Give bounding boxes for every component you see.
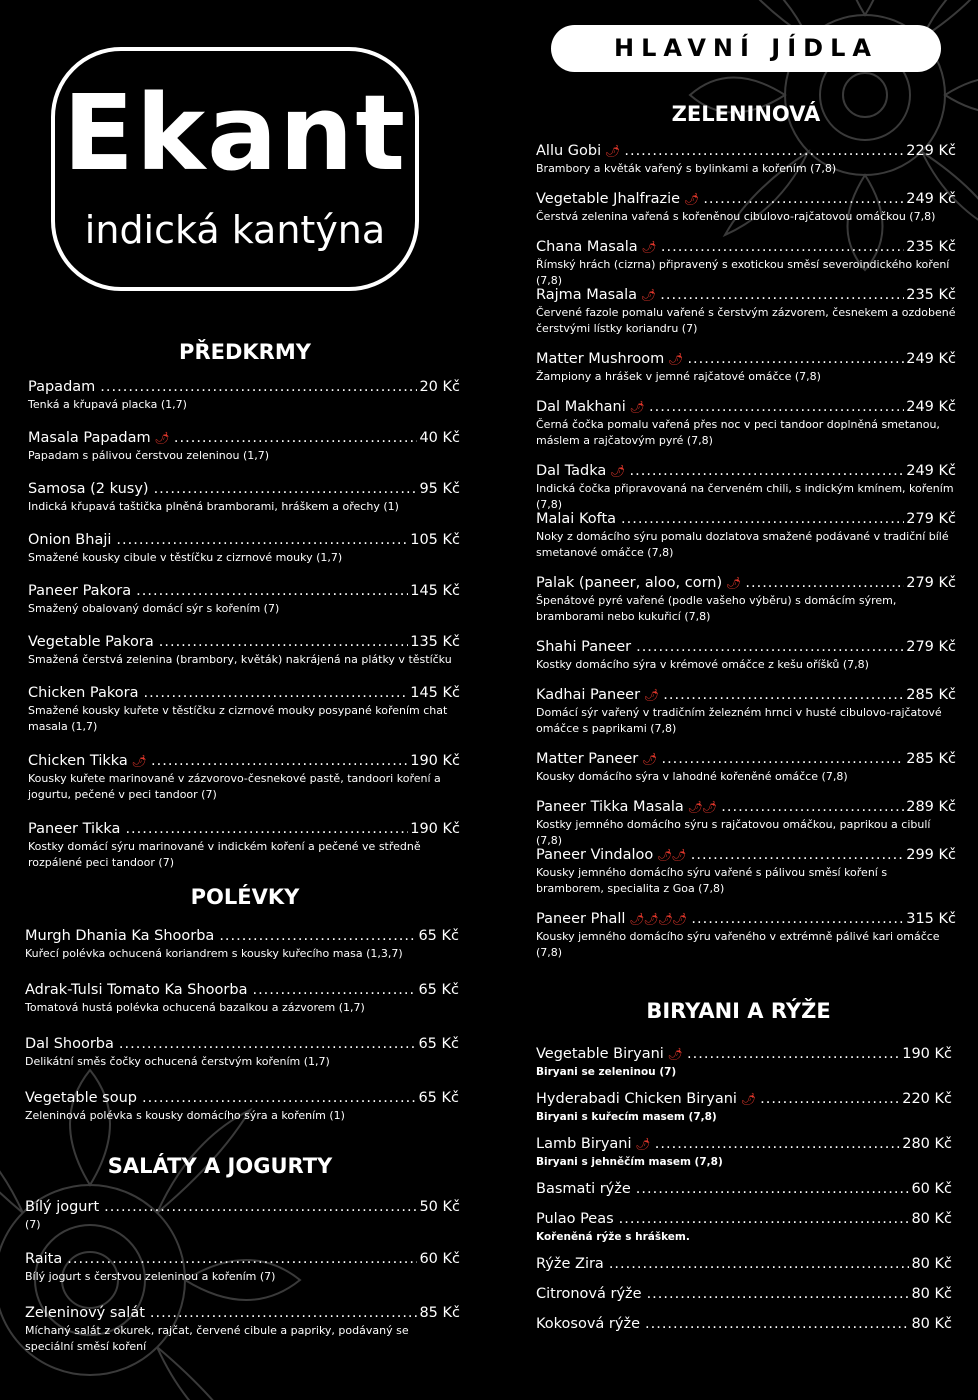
menu-item-name: Paneer Tikka (28, 821, 121, 837)
menu-item-price: 190 Kč (410, 753, 460, 769)
menu-item (25, 1251, 460, 1285)
menu-item-description: Kousky jemného domácího sýru vařeného v extrémně pálivé kari omáčce (7,8) (536, 930, 940, 959)
chili-icon: 🌶 (667, 1047, 683, 1061)
chili-icon: 🌶 (642, 752, 657, 766)
menu-item (536, 239, 956, 289)
menu-item-row (536, 1181, 952, 1197)
menu-item (536, 639, 956, 673)
dot-leader (687, 1046, 900, 1062)
menu-item-price: 285 Kč (906, 687, 956, 703)
chili-icon: 🌶 (131, 754, 147, 768)
menu-item-row (536, 639, 956, 655)
logo-frame (51, 47, 419, 291)
menu-item (25, 982, 459, 1016)
menu-item-row (536, 799, 956, 815)
menu-item-name: Paneer Phall (536, 911, 626, 927)
menu-item-description: Noky z domácího sýru pomalu dozlatova smažené podávané v tradiční bílé smetanové omáčce (7,8) (536, 530, 949, 559)
dot-leader (687, 351, 904, 367)
menu-item-name: Paneer Tikka Masala (536, 799, 684, 815)
menu-item-description: Špenátové pyré vařené (podle vašeho výběru) s domácím sýrem, bramborami nebo kukuřicí (7,8) (536, 594, 897, 623)
menu-item-row (28, 532, 460, 548)
dot-leader (660, 287, 904, 303)
menu-item-price: 249 Kč (906, 399, 956, 415)
menu-item (536, 399, 956, 449)
chili-icon: 🌶 (726, 576, 741, 590)
menu-item-row (28, 821, 460, 837)
menu-item-name: Matter Mushroom (536, 351, 665, 367)
menu-item-price: 229 Kč (906, 143, 956, 159)
dot-leader (760, 1091, 900, 1107)
menu-item-description: Smažené kousky cibule v těstíčku z cizrnové mouky (1,7) (28, 551, 343, 564)
menu-item (28, 821, 460, 871)
menu-item-price: 80 Kč (911, 1316, 952, 1332)
menu-item (536, 1091, 952, 1125)
menu-item-name: Palak (paneer, aloo, corn) (536, 575, 723, 591)
menu-item-price: 279 Kč (906, 575, 956, 591)
menu-item-price: 315 Kč (906, 911, 956, 927)
menu-item-name: Vegetable Biryani (536, 1046, 664, 1062)
menu-item-description: Smažené kousky kuřete v těstíčku z cizrnové mouky posypané kořením chat masala (1,7) (28, 704, 448, 733)
menu-item-name: Samosa (2 kusy) (28, 481, 149, 497)
menu-item-description: Smažená čerstvá zelenina (brambory, květák) nakrájená na plátky v těstíčku (28, 653, 452, 666)
menu-item-description: Římský hrách (cizrna) připravený s exotickou směsí severoindického koření (7,8) (536, 258, 950, 287)
menu-item-description: Brambory a květák vařený s bylinkami a kořením (7,8) (536, 162, 837, 175)
menu-item-price: 145 Kč (410, 583, 460, 599)
menu-item (536, 751, 956, 785)
menu-item-name: Dal Tadka (536, 463, 607, 479)
menu-item (28, 685, 460, 735)
menu-item-price: 65 Kč (418, 1036, 459, 1052)
dot-leader (703, 191, 904, 207)
menu-item-price: 220 Kč (902, 1091, 952, 1107)
dot-leader (630, 463, 905, 479)
dot-leader (174, 430, 418, 446)
menu-item-description: Kostky domácí sýru marinované v indickém koření a pečené ve středně rozpálené peci tandoor (7) (28, 840, 421, 869)
menu-item (536, 847, 956, 897)
dot-leader (151, 753, 408, 769)
menu-item-row (536, 1136, 952, 1152)
menu-item (536, 1211, 952, 1245)
menu-item-row (536, 751, 956, 767)
chili-icon: 🌶 (629, 400, 645, 414)
chili-icon: 🌶 (668, 352, 683, 366)
menu-item-description: Smažený obalovaný domácí sýr s kořením (7) (28, 602, 280, 615)
menu-item-row (25, 928, 459, 944)
menu-item-description: Domácí sýr vařený v tradičním železném hrnci v husté cibulovo-rajčatové omáčce s paprikami (7,8) (536, 706, 942, 735)
menu-item-name: Kadhai Paneer (536, 687, 641, 703)
menu-item-name: Rýže Zira (536, 1256, 604, 1272)
menu-item-row (25, 1251, 460, 1267)
menu-item-name: Kokosová rýže (536, 1316, 640, 1332)
menu-item-description: Indická čočka připravovaná na červeném chili, s indickým kmínem, kořením (7,8) (536, 482, 954, 511)
chili-icon: 🌶 (610, 464, 625, 478)
chili-icon: 🌶🌶 (657, 848, 686, 862)
menu-item-row (25, 1090, 459, 1106)
menu-item-price: 105 Kč (410, 532, 460, 548)
menu-item-row (536, 1316, 952, 1332)
chili-icon: 🌶 (684, 192, 699, 206)
menu-item-row (536, 1256, 952, 1272)
menu-item-description: (7) (25, 1218, 41, 1231)
chili-icon: 🌶 (641, 288, 656, 302)
section-title-zeleninova: ZELENINOVÁ (671, 102, 821, 126)
dot-leader (691, 911, 904, 927)
menu-item-description: Indická křupavá taštička plněná bramborami, hráškem a ořechy (1) (28, 500, 399, 513)
menu-item-description: Čerstvá zelenina vařená s kořeněnou cibulovo-rajčatovou omáčkou (7,8) (536, 210, 936, 223)
menu-item-price: 40 Kč (419, 430, 460, 446)
menu-item-row (28, 685, 460, 701)
dot-leader (125, 821, 408, 837)
menu-item-description: Tomatová hustá polévka ochucená bazalkou a zázvorem (1,7) (25, 1001, 365, 1014)
menu-item (536, 1256, 952, 1272)
menu-item-row (536, 1046, 952, 1062)
menu-item-name: Zeleninový salát (25, 1305, 145, 1321)
menu-item-description: Kuřecí polévka ochucená koriandrem s kousky kuřecího masa (1,3,7) (25, 947, 403, 960)
menu-item-name: Lamb Biryani (536, 1136, 632, 1152)
menu-item-description: Biryani s kuřecím masem (7,8) (536, 1111, 717, 1123)
menu-item-name: Allu Gobi (536, 143, 602, 159)
menu-item-description: Bílý jogurt s čerstvou zeleninou a kořením (7) (25, 1270, 276, 1283)
menu-item-price: 65 Kč (418, 1090, 459, 1106)
menu-item-name: Chicken Tikka (28, 753, 128, 769)
menu-item-name: Masala Papadam (28, 430, 151, 446)
menu-item-name: Paneer Vindaloo (536, 847, 654, 863)
menu-item-row (536, 847, 956, 863)
menu-item (28, 379, 460, 413)
menu-item-row (28, 379, 460, 395)
dot-leader (116, 532, 408, 548)
menu-item-row (536, 687, 956, 703)
menu-item-name: Papadam (28, 379, 96, 395)
menu-item (25, 1036, 459, 1070)
menu-item-price: 135 Kč (410, 634, 460, 650)
menu-item-description: Kousky kuřete marinované v zázvorovo-česnekové pastě, tandoori koření a jogurtu, pečené v peci tandoor (7) (28, 772, 441, 801)
menu-item (536, 1316, 952, 1332)
menu-item (536, 1181, 952, 1197)
menu-item-row (536, 191, 956, 207)
chili-icon: 🌶 (740, 1092, 756, 1106)
chili-icon: 🌶 (635, 1137, 650, 1151)
dot-leader (645, 1316, 909, 1332)
section-title-biryani: BIRYANI A RÝŽE (646, 999, 831, 1023)
menu-item-name: Shahi Paneer (536, 639, 632, 655)
section-title-salaty: SALÁTY A JOGURTY (107, 1154, 333, 1178)
menu-item-row (536, 575, 956, 591)
dot-leader (663, 687, 904, 703)
dot-leader (636, 1181, 910, 1197)
menu-item-name: Onion Bhaji (28, 532, 112, 548)
menu-item-row (28, 634, 460, 650)
menu-item-price: 289 Kč (906, 799, 956, 815)
menu-item (536, 687, 956, 737)
dot-leader (154, 481, 418, 497)
menu-item-row (28, 430, 460, 446)
dot-leader (655, 1136, 900, 1152)
menu-item-price: 279 Kč (906, 511, 956, 527)
dot-leader (647, 1286, 910, 1302)
menu-item-price: 50 Kč (419, 1199, 460, 1215)
menu-item-name: Rajma Masala (536, 287, 638, 303)
dot-leader (100, 379, 417, 395)
menu-item (25, 1090, 459, 1124)
menu-item-description: Papadam s pálivou čerstvou zeleninou (1,7) (28, 449, 270, 462)
menu-item-row (536, 399, 956, 415)
section-title-predkrmy: PŘEDKRMY (179, 340, 311, 364)
dot-leader (745, 575, 904, 591)
menu-item-price: 85 Kč (419, 1305, 460, 1321)
menu-item-price: 285 Kč (906, 751, 956, 767)
menu-item (536, 911, 956, 961)
dot-leader (150, 1305, 418, 1321)
menu-item-description: Kořeněná rýže s hráškem. (536, 1231, 690, 1243)
menu-item-name: Dal Makhani (536, 399, 626, 415)
menu-item (28, 430, 460, 464)
menu-item-name: Matter Paneer (536, 751, 639, 767)
menu-item (28, 583, 460, 617)
menu-item-description: Delikátní směs čočky ochucená čerstvým kořením (1,7) (25, 1055, 330, 1068)
dot-leader (119, 1036, 417, 1052)
menu-item-name: Malai Kofta (536, 511, 617, 527)
menu-item-name: Raita (25, 1251, 63, 1267)
menu-item-row (536, 287, 956, 303)
dot-leader (619, 1211, 910, 1227)
menu-item-row (536, 463, 956, 479)
menu-item-description: Červené fazole pomalu vařené s čerstvým zázvorem, česnekem a ozdobené čerstvými lístky koriandru (7) (536, 306, 956, 335)
dot-leader (661, 239, 904, 255)
menu-item (25, 1199, 460, 1233)
menu-item (28, 481, 460, 515)
menu-item-description: Kousky domácího sýra v lahodné kořeněné omáčce (7,8) (536, 770, 848, 783)
menu-item (536, 463, 956, 513)
menu-item-name: Hyderabadi Chicken Biryani (536, 1091, 737, 1107)
menu-item (536, 1136, 952, 1170)
menu-item-description: Žampiony a hrášek v jemné rajčatové omáčce (7,8) (536, 370, 821, 383)
dot-leader (691, 847, 904, 863)
menu-item (536, 287, 956, 337)
menu-item-price: 235 Kč (906, 239, 956, 255)
menu-item-price: 80 Kč (911, 1211, 952, 1227)
dot-leader (609, 1256, 910, 1272)
menu-item-price: 60 Kč (911, 1181, 952, 1197)
menu-item (28, 753, 460, 803)
menu-item-name: Chicken Pakora (28, 685, 139, 701)
menu-item-row (536, 1211, 952, 1227)
menu-item (536, 351, 956, 385)
menu-item-price: 80 Kč (911, 1256, 952, 1272)
menu-item-row (536, 351, 956, 367)
menu-item-description: Biryani se zeleninou (7) (536, 1066, 677, 1078)
dot-leader (159, 634, 408, 650)
logo-tagline: indická kantýna (84, 208, 386, 252)
menu-item-row (536, 1286, 952, 1302)
menu-item-description: Černá čočka pomalu vařená přes noc v peci tandoor doplněná smetanou, máslem a rajčatovým pyré (7,8) (536, 418, 940, 447)
menu-item-row (536, 239, 956, 255)
menu-item-name: Vegetable soup (25, 1090, 137, 1106)
menu-item-row (28, 583, 460, 599)
main-dishes-banner: HLAVNÍ JÍDLA (551, 25, 941, 72)
menu-item-price: 299 Kč (906, 847, 956, 863)
dot-leader (104, 1199, 417, 1215)
menu-item-price: 60 Kč (419, 1251, 460, 1267)
menu-item-price: 249 Kč (906, 351, 956, 367)
menu-item-name: Chana Masala (536, 239, 638, 255)
menu-item-description: Tenká a křupavá placka (1,7) (28, 398, 187, 411)
menu-item (536, 143, 956, 177)
menu-item-row (536, 511, 956, 527)
menu-item-price: 249 Kč (906, 463, 956, 479)
menu-item-row (25, 1036, 459, 1052)
menu-item (28, 532, 460, 566)
menu-item-description: Kostky domácího sýra v krémové omáčce z kešu oříšků (7,8) (536, 658, 869, 671)
menu-item-price: 279 Kč (906, 639, 956, 655)
menu-item-name: Vegetable Pakora (28, 634, 154, 650)
menu-item-name: Adrak-Tulsi Tomato Ka Shoorba (25, 982, 248, 998)
chili-icon: 🌶 (605, 144, 620, 158)
chili-icon: 🌶 (154, 431, 169, 445)
dot-leader (144, 685, 409, 701)
dot-leader (219, 928, 416, 944)
menu-item-name: Murgh Dhania Ka Shoorba (25, 928, 215, 944)
dot-leader (649, 399, 904, 415)
dot-leader (721, 799, 904, 815)
menu-item-price: 80 Kč (911, 1286, 952, 1302)
logo-wordmark: Ekant (62, 72, 408, 194)
menu-item-description: Kostky jemného domácího sýru s rajčatovou omáčkou, paprikou a cibulí (7,8) (536, 818, 931, 847)
menu-item (536, 575, 956, 625)
dot-leader (142, 1090, 416, 1106)
chili-icon: 🌶🌶 (687, 800, 717, 814)
menu-item (536, 511, 956, 561)
menu-item-description: Zeleninová polévka s kousky domácího sýra a kořením (1) (25, 1109, 345, 1122)
dot-leader (624, 143, 904, 159)
chili-icon: 🌶 (644, 688, 659, 702)
menu-item (536, 1046, 952, 1080)
menu-item (25, 928, 459, 962)
section-title-polevky: POLÉVKY (190, 885, 300, 909)
chili-icon: 🌶 (641, 240, 656, 254)
menu-item-name: Bílý jogurt (25, 1199, 100, 1215)
menu-item-row (536, 1091, 952, 1107)
menu-item-price: 20 Kč (419, 379, 460, 395)
menu-item (536, 799, 956, 849)
menu-item-price: 190 Kč (902, 1046, 952, 1062)
chili-icon: 🌶🌶🌶🌶 (629, 912, 687, 926)
dot-leader (67, 1251, 417, 1267)
menu-item-price: 65 Kč (418, 928, 459, 944)
menu-item-row (25, 982, 459, 998)
menu-item-name: Citronová rýže (536, 1286, 642, 1302)
dot-leader (136, 583, 408, 599)
menu-item-name: Basmati rýže (536, 1181, 631, 1197)
menu-item-price: 280 Kč (902, 1136, 952, 1152)
menu-item-row (28, 481, 460, 497)
dot-leader (661, 751, 904, 767)
menu-item-row (25, 1199, 460, 1215)
menu-item-price: 145 Kč (410, 685, 460, 701)
menu-item (536, 191, 956, 225)
menu-item-row (536, 143, 956, 159)
menu-item (28, 634, 460, 668)
menu-item-row (28, 753, 460, 769)
dot-leader (621, 511, 904, 527)
menu-item-description: Biryani s jehněčím masem (7,8) (536, 1156, 723, 1168)
menu-item-name: Pulao Peas (536, 1211, 614, 1227)
menu-item-name: Vegetable Jhalfrazie (536, 191, 681, 207)
menu-item-description: Kousky jemného domácího sýru vařené s pálivou směsí koření s bramborem, specialita z Goa (7,8) (536, 866, 888, 895)
menu-item-row (25, 1305, 460, 1321)
dot-leader (252, 982, 416, 998)
menu-item-name: Dal Shoorba (25, 1036, 114, 1052)
menu-item-price: 190 Kč (410, 821, 460, 837)
menu-item-price: 235 Kč (906, 287, 956, 303)
menu-item-description: Míchaný salát z okurek, rajčat, červené cibule a papriky, podávaný se speciální směsí koření (25, 1324, 409, 1353)
menu-item-price: 65 Kč (418, 982, 459, 998)
dot-leader (636, 639, 904, 655)
menu-item-name: Paneer Pakora (28, 583, 132, 599)
menu-item-price: 95 Kč (419, 481, 460, 497)
menu-item (536, 1286, 952, 1302)
menu-item-price: 249 Kč (906, 191, 956, 207)
menu-item (25, 1305, 460, 1355)
menu-item-row (536, 911, 956, 927)
